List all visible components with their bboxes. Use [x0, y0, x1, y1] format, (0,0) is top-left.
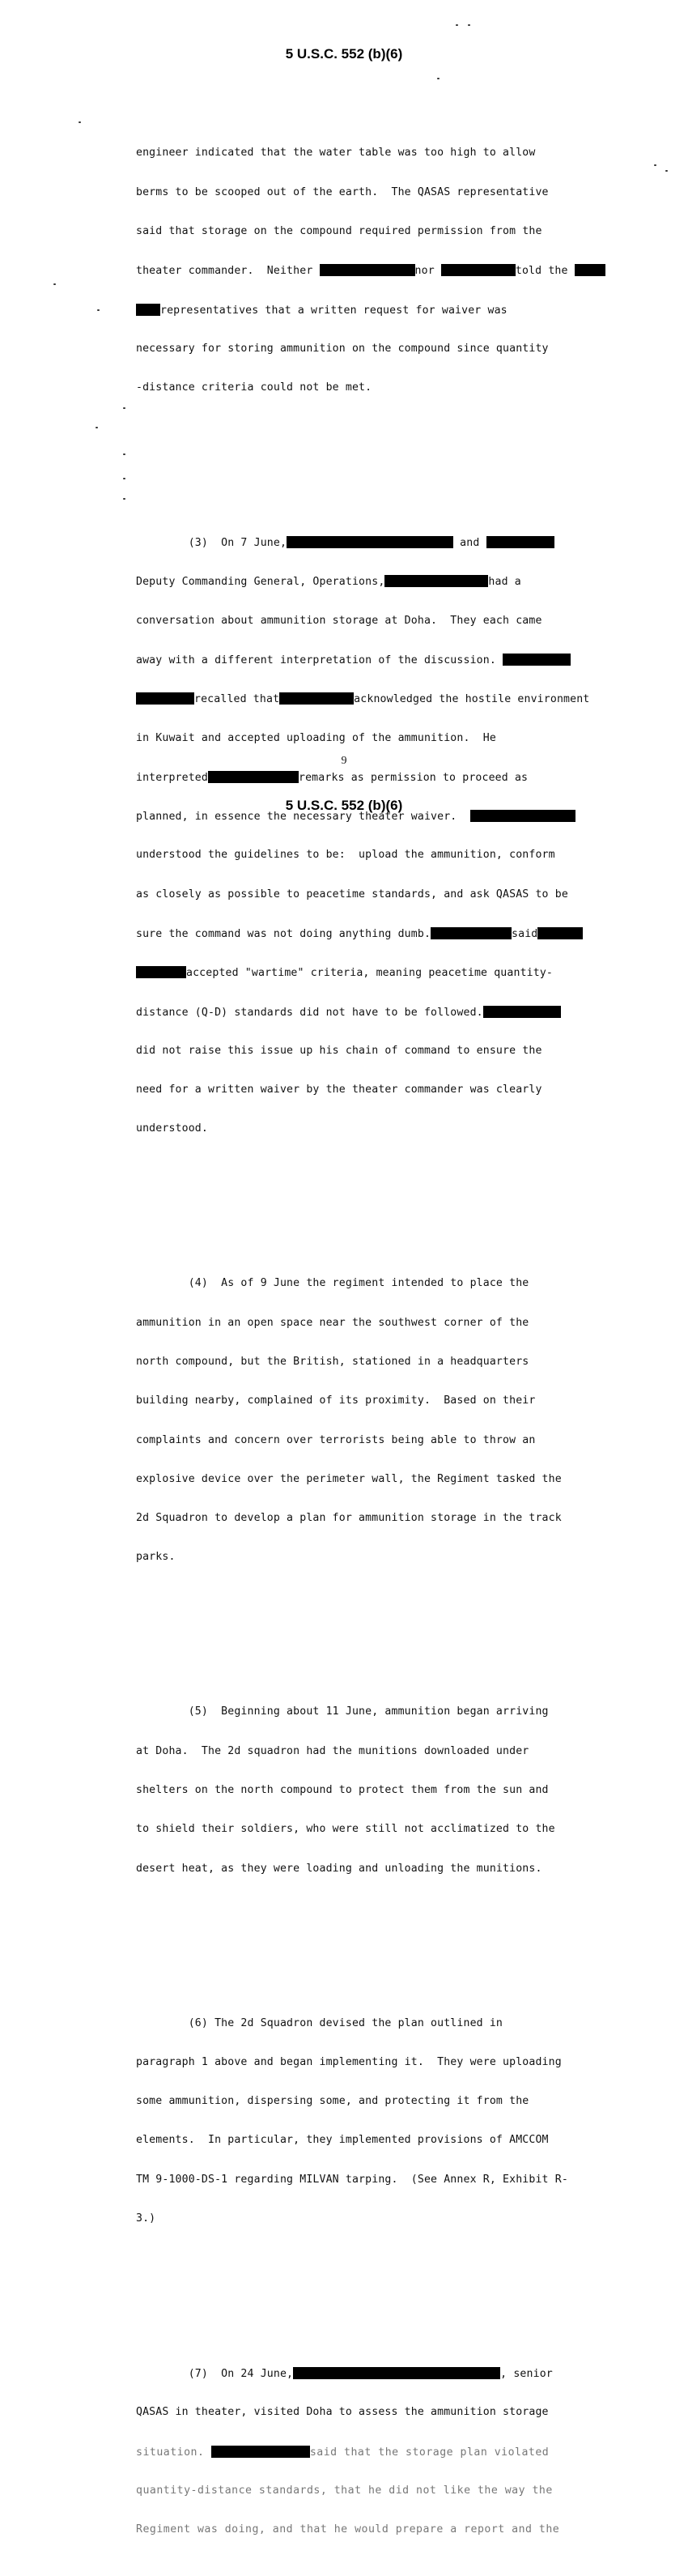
text-line: 2d Squadron to develop a plan for ammunition storage in the track — [136, 1512, 562, 1525]
paragraph-7 — [136, 2341, 662, 2563]
text-fragment: remarks as permission to proceed as — [299, 771, 529, 784]
text-fragment: (7) On 24 June, — [136, 2368, 294, 2381]
text-line: (6) The 2d Squadron devised the plan outlined in — [136, 2016, 503, 2029]
scan-speck — [123, 407, 125, 409]
text-line — [136, 536, 662, 549]
text-line: (5) Beginning about 11 June, ammunition began arriving — [136, 1705, 549, 1718]
text-line: QASAS in theater, visited Doha to assess the ammunition storage — [136, 2406, 549, 2419]
text-line — [136, 654, 662, 666]
paragraph-4 — [136, 1251, 662, 1590]
text-line: engineer indicated that the water table was too high to allow — [136, 147, 536, 160]
text-line — [136, 264, 662, 277]
redaction-bar — [211, 2446, 310, 2458]
header-stamp: 5 U.S.C. 552 (b)(6) — [285, 46, 403, 62]
redaction-bar — [136, 304, 160, 316]
text-line — [136, 2367, 662, 2380]
text-fragment: theater commander. Neither — [136, 265, 320, 278]
scan-speck — [79, 121, 81, 123]
text-line: north compound, but the British, stationed in a headquarters — [136, 1356, 529, 1368]
text-line — [136, 771, 662, 784]
text-line: at Doha. The 2d squadron had the munitions downloaded under — [136, 1744, 529, 1757]
text-fragment: interpreted — [136, 771, 208, 784]
text-line: (4) As of 9 June the regiment intended to place the — [136, 1277, 529, 1290]
text-line — [136, 575, 662, 588]
text-fragment: recalled that — [194, 693, 280, 706]
text-fragment: distance (Q-D) standards did not have to be followed. — [136, 1006, 483, 1019]
text-line: parks. — [136, 1551, 176, 1564]
paragraph-intro — [136, 121, 662, 420]
text-line: necessary for storing ammunition on the compound since quantity — [136, 342, 549, 355]
text-line: need for a written waiver by the theater commander was clearly — [136, 1084, 542, 1096]
text-fragment: , senior — [500, 2368, 553, 2381]
redaction-bar — [575, 264, 605, 276]
text-fragment: representatives that a written request for waiver was — [160, 304, 508, 317]
text-line — [136, 927, 662, 940]
paragraph-5 — [136, 1680, 662, 1901]
text-fragment: accepted "wartime" criteria, meaning peacetime quantity- — [186, 967, 554, 980]
text-line: elements. In particular, they implemented provisions of AMCCOM — [136, 2134, 549, 2147]
text-line: building nearby, complained of its proximity. Based on their — [136, 1394, 536, 1407]
paragraph-6 — [136, 1991, 662, 2251]
redaction-bar — [293, 2367, 500, 2379]
text-line: paragraph 1 above and began implementing it. They were uploading — [136, 2055, 562, 2068]
text-fragment: situation. — [136, 2446, 205, 2459]
redaction-bar — [486, 536, 554, 548]
text-line: Regiment was doing, and that he would prepare a report and the — [136, 2523, 560, 2536]
text-line: complaints and concern over terrorists being able to throw an — [136, 1433, 536, 1446]
text-line: understood. — [136, 1122, 208, 1135]
redaction-bar — [483, 1006, 561, 1018]
text-line: ammunition in an open space near the southwest corner of the — [136, 1316, 529, 1329]
redaction-bar — [208, 771, 299, 783]
text-line — [136, 1006, 662, 1019]
text-fragment: told the — [515, 265, 575, 278]
redaction-bar — [136, 692, 194, 705]
text-fragment: and — [460, 537, 480, 550]
text-line — [136, 304, 662, 317]
scan-speck — [654, 164, 656, 166]
page-number: 9 — [341, 755, 347, 767]
scan-speck — [665, 170, 668, 172]
scan-speck — [456, 24, 458, 26]
text-line: explosive device over the perimeter wall, the Regiment tasked the — [136, 1472, 562, 1485]
text-line: desert heat, as they were loading and unloading the munitions. — [136, 1862, 542, 1875]
text-fragment: nor — [414, 265, 441, 278]
text-line: conversation about ammunition storage at Doha. They each came — [136, 614, 542, 627]
text-line — [136, 966, 662, 979]
text-fragment: (3) On 7 June, — [136, 537, 287, 550]
text-line: berms to be scooped out of the earth. The QASAS representative — [136, 185, 549, 198]
text-line: shelters on the north compound to protect them from the sun and — [136, 1784, 549, 1796]
paragraph-3 — [136, 510, 662, 1162]
scan-speck — [97, 309, 100, 311]
scan-speck — [53, 283, 56, 285]
redaction-bar — [136, 966, 186, 978]
redaction-bar — [287, 536, 453, 548]
redaction-bar — [384, 575, 488, 587]
redaction-bar — [320, 264, 415, 276]
text-line: understood the guidelines to be: upload the ammunition, conform — [136, 849, 555, 862]
footer-stamp: 5 U.S.C. 552 (b)(6) — [285, 798, 403, 813]
redaction-bar — [503, 654, 571, 666]
text-fragment: planned, in essence the necessary theater waiver. — [136, 811, 457, 824]
scan-speck — [96, 427, 98, 428]
redaction-bar — [431, 927, 512, 939]
text-line: some ammunition, dispersing some, and protecting it from the — [136, 2095, 529, 2108]
text-line — [136, 692, 662, 705]
text-line: -distance criteria could not be met. — [136, 381, 372, 394]
scan-speck — [468, 24, 470, 26]
text-line: did not raise this issue up his chain of command to ensure the — [136, 1044, 542, 1057]
text-fragment: acknowledged the hostile environment — [354, 693, 590, 706]
text-fragment: away with a different interpretation of the discussion. — [136, 654, 496, 667]
text-fragment: Deputy Commanding General, Operations, — [136, 576, 385, 589]
text-line: said that storage on the compound required permission from the — [136, 225, 542, 238]
text-line: quantity-distance standards, that he did not like the way the — [136, 2484, 553, 2497]
scan-speck — [437, 78, 440, 79]
text-line: as closely as possible to peacetime standards, and ask QASAS to be — [136, 888, 568, 901]
text-line: TM 9-1000-DS-1 regarding MILVAN tarping. (See Annex R, Exhibit R- — [136, 2173, 568, 2186]
text-line: in Kuwait and accepted uploading of the ammunition. He — [136, 731, 496, 744]
text-fragment: said — [512, 928, 538, 940]
text-fragment: sure the command was not doing anything dumb. — [136, 928, 431, 940]
text-fragment: said that the storage plan violated — [309, 2446, 550, 2459]
text-line: to shield their soldiers, who were still not acclimatized to the — [136, 1823, 555, 1836]
text-line — [136, 2446, 662, 2459]
document-body — [136, 82, 662, 2576]
scan-speck — [123, 453, 125, 455]
text-line: 3.) — [136, 2212, 156, 2225]
scan-speck — [123, 498, 125, 500]
scan-speck — [123, 478, 125, 479]
redaction-bar — [537, 927, 583, 939]
redaction-bar — [279, 692, 354, 705]
redaction-bar — [441, 264, 516, 276]
text-fragment: had a — [488, 576, 521, 589]
